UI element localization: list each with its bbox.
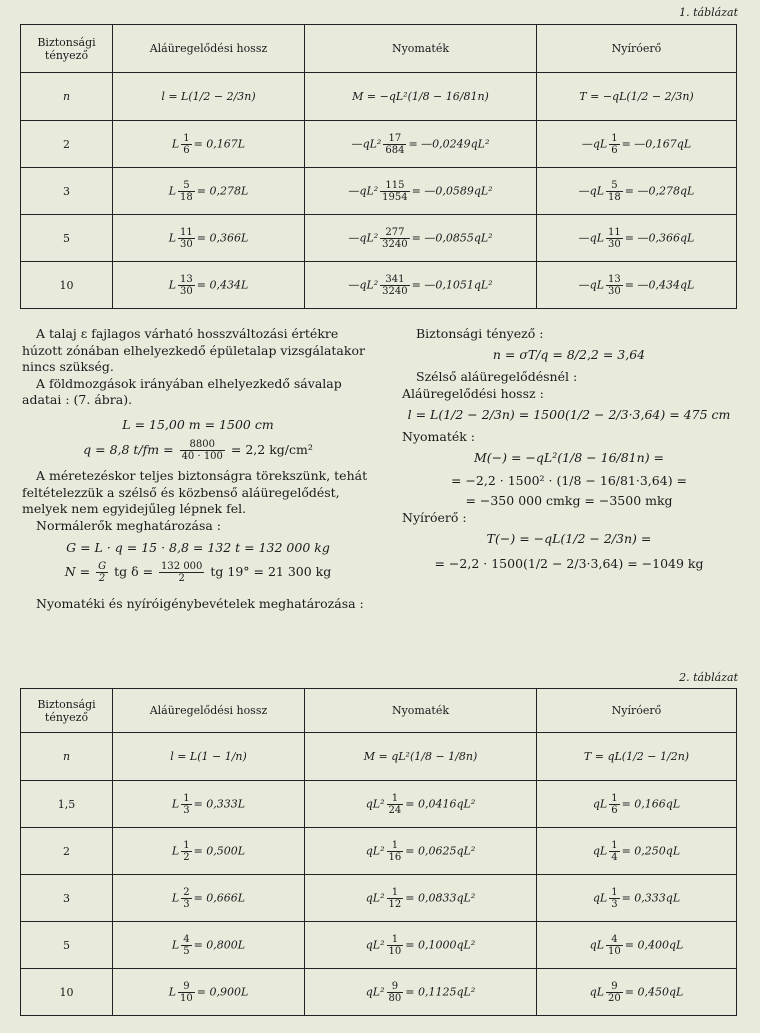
equation-n: n = σT/q = 8/2,2 = 3,64: [492, 346, 646, 362]
cell-moment: [305, 262, 537, 309]
fraction-part: 5: [606, 180, 623, 192]
math-text: qL²: [365, 844, 385, 857]
cell-length: [113, 121, 305, 168]
table-row: [21, 262, 737, 309]
equation-M3: = −350 000 cmkg = −3500 mkg: [465, 493, 673, 508]
cell-n: 2: [21, 828, 113, 875]
cell-shear: [537, 262, 737, 309]
eq-N-mid: tg δ =: [114, 563, 154, 579]
fraction-part: 80: [388, 992, 402, 1004]
equation-N: [22, 561, 374, 584]
math-text: = —0,366qL: [624, 231, 695, 244]
math-text: —qL²: [348, 231, 379, 244]
math-text: L: [171, 797, 180, 810]
fraction-part: 13: [180, 273, 193, 285]
eq-q-den: 40 · 100: [181, 451, 223, 462]
math-text: = 0,0416qL²: [405, 797, 476, 810]
math-text: qL: [589, 938, 605, 951]
math-text: L: [171, 938, 180, 951]
eq-q-left: q = 8,8 t/fm =: [83, 442, 174, 457]
math-text: = —0,0855qL²: [411, 231, 493, 244]
fraction-part: [178, 981, 195, 1004]
eq-N-fraction: [159, 561, 204, 584]
math-text: = 0,1000qL²: [405, 938, 476, 951]
fraction-part: [380, 227, 409, 250]
cell-shear: [537, 875, 737, 922]
math-text: = 0,333L: [193, 797, 246, 810]
fraction-part: 9: [387, 981, 404, 993]
cell-n: 5: [21, 922, 113, 969]
heading-edge-cavity: Szélső aláüregelődésnél :: [416, 369, 578, 384]
fraction-part: 13: [608, 273, 621, 285]
fraction-part: [609, 793, 619, 816]
fraction-part: 10: [388, 945, 402, 957]
table2-header-safety-factor: Biztonsági tényező: [21, 689, 113, 733]
fraction-part: 1: [611, 132, 618, 144]
table2-header-moment: Nyomaték: [305, 689, 537, 733]
fraction-part: [606, 227, 623, 250]
math-text: —qL: [578, 184, 605, 197]
math-text: = 0,0833qL²: [405, 891, 476, 904]
fraction-part: 12: [388, 898, 402, 910]
fraction-part: 277: [380, 227, 409, 239]
math-text: = —0,278qL: [624, 184, 695, 197]
fraction-part: [181, 793, 191, 816]
fraction-part: 6: [611, 144, 618, 156]
table2-header-shear: Nyíróerő: [537, 689, 737, 733]
table2-formula-shear: T = qL(1/2 − 1/2n): [537, 733, 737, 781]
math-text: = 0,900L: [196, 985, 249, 998]
math-text: = —0,434qL: [624, 278, 695, 291]
eq-N-fraction-G: [96, 561, 108, 584]
equation-T1: T(−) = −qL(1/2 − 2/3n) =: [486, 531, 652, 546]
fraction-part: 2: [183, 886, 190, 898]
fraction-part: 1: [387, 934, 404, 946]
heading-moment: Nyomaték :: [402, 428, 476, 444]
fraction-part: 30: [180, 238, 193, 250]
fraction-part: 24: [388, 804, 402, 816]
math-text: = 0,250qL: [621, 844, 681, 857]
fraction-part: 1: [611, 886, 618, 898]
fraction-part: 3: [183, 898, 190, 910]
fraction-part: 11: [608, 226, 621, 238]
math-text: = 0,450qL: [624, 985, 684, 998]
eq-q-right: = 2,2 kg/cm²: [230, 442, 313, 457]
table1-header-safety-factor: Biztonsági tényező: [21, 25, 113, 73]
cell-length: [113, 922, 305, 969]
math-text: = 0,400qL: [624, 938, 684, 951]
fraction-part: [181, 840, 191, 863]
table2-caption: 2. táblázat: [679, 671, 738, 684]
eq-q-fraction: [180, 439, 225, 462]
math-text: qL²: [365, 938, 385, 951]
table2-formula-moment: M = qL²(1/8 − 1/8n): [305, 733, 537, 781]
cell-moment: [305, 168, 537, 215]
cell-n: 1,5: [21, 781, 113, 828]
fraction-part: 1: [183, 132, 190, 144]
cell-moment: [305, 215, 537, 262]
fraction-part: 10: [180, 992, 193, 1004]
math-text: = —0,167qL: [621, 137, 692, 150]
fraction-part: [181, 887, 191, 910]
eq-N-num: 132 000: [161, 560, 203, 572]
fraction-part: [181, 934, 191, 957]
fraction-part: [609, 887, 619, 910]
math-text: —qL²: [348, 278, 379, 291]
fraction-part: 1954: [382, 191, 408, 203]
math-text: qL²: [365, 891, 385, 904]
cell-moment: [305, 875, 537, 922]
fraction-part: 18: [608, 191, 621, 203]
fraction-part: 5: [178, 180, 195, 192]
cell-n: 3: [21, 875, 113, 922]
math-text: L: [171, 137, 180, 150]
paragraph-1: A talaj ε fajlagos várható hosszváltozási értékre húzott zónában elhelyezkedő épületalap vizsgálatakor nincs szükség.: [22, 326, 365, 374]
table1-formula-n: n: [21, 73, 113, 121]
fraction-part: 3240: [382, 285, 408, 297]
fraction-part: [606, 981, 623, 1004]
fraction-part: 6: [183, 144, 190, 156]
table1-header-moment: Nyomaték: [305, 25, 537, 73]
math-text: L: [168, 184, 177, 197]
fraction-part: [178, 227, 195, 250]
math-text: qL: [592, 844, 608, 857]
eq-N-G-num: G: [98, 560, 107, 572]
fraction-part: [387, 981, 404, 1004]
fraction-part: 2: [183, 851, 190, 863]
math-text: = 0,333qL: [621, 891, 681, 904]
fraction-part: [178, 274, 195, 297]
equation-G: G = L · q = 15 · 8,8 = 132 t = 132 000 kg: [66, 540, 330, 555]
fraction-part: 4: [606, 934, 623, 946]
math-text: L: [168, 231, 177, 244]
fraction-part: 684: [385, 144, 405, 156]
fraction-part: [387, 887, 404, 910]
cell-length: [113, 262, 305, 309]
paragraph-2: A földmozgások irányában elhelyezkedő sávalap adatai : (7. ábra).: [22, 375, 342, 407]
cell-shear: [537, 969, 737, 1016]
eq-N-left: N =: [64, 563, 91, 579]
heading-safety-factor: Biztonsági tényező :: [416, 326, 544, 341]
table-row: [21, 875, 737, 922]
math-text: —qL: [578, 231, 605, 244]
table2: [20, 688, 737, 1016]
math-text: = —0,0249qL²: [408, 137, 490, 150]
right-column: [402, 326, 736, 572]
fraction-part: [380, 180, 409, 203]
heading-shear: Nyíróerő :: [402, 509, 467, 525]
math-text: —qL: [581, 137, 608, 150]
paragraph-4: Normálerők meghatározása :: [36, 517, 222, 533]
math-text: —qL²: [348, 184, 379, 197]
table-row: [21, 828, 737, 875]
math-text: = 0,278L: [196, 184, 249, 197]
math-text: = 0,434L: [196, 278, 249, 291]
table-row: [21, 215, 737, 262]
math-text: —qL: [578, 278, 605, 291]
fraction-part: 9: [606, 981, 623, 993]
fraction-part: 1: [183, 792, 190, 804]
fraction-part: 3: [611, 898, 618, 910]
math-text: L: [168, 985, 177, 998]
math-text: = 0,500L: [193, 844, 246, 857]
cell-shear: [537, 121, 737, 168]
cell-moment: [305, 969, 537, 1016]
fraction-part: [606, 180, 623, 203]
fraction-part: [178, 180, 195, 203]
eq-N-right: tg 19° = 21 300 kg: [210, 563, 332, 579]
math-text: = 0,800L: [193, 938, 246, 951]
cell-moment: [305, 781, 537, 828]
math-text: qL²: [365, 797, 385, 810]
equation-T2: = −2,2 · 1500(1/2 − 2/3·3,64) = −1049 kg: [434, 555, 704, 571]
heading-length: Aláüregelődési hossz :: [402, 385, 544, 401]
equation-M2: = −2,2 · 1500² · (1/8 − 16/81·3,64) =: [450, 472, 688, 488]
table1-header-length: Aláüregelődési hossz: [113, 25, 305, 73]
fraction-part: 1: [611, 792, 618, 804]
table-row: [21, 781, 737, 828]
fraction-part: [181, 133, 191, 156]
math-text: qL: [589, 985, 605, 998]
table1-header-shear: Nyíróerő: [537, 25, 737, 73]
fraction-part: 4: [611, 851, 618, 863]
fraction-part: 11: [180, 226, 193, 238]
fraction-part: 3: [183, 804, 190, 816]
cell-n: 5: [21, 215, 113, 262]
eq-N-den: 2: [178, 572, 185, 584]
cell-length: [113, 215, 305, 262]
fraction-part: 30: [608, 238, 621, 250]
fraction-part: 30: [608, 285, 621, 297]
math-text: qL: [592, 797, 608, 810]
math-text: = 0,167L: [193, 137, 246, 150]
cell-n: 2: [21, 121, 113, 168]
fraction-part: [383, 133, 406, 156]
equation-l: l = L(1/2 − 2/3n) = 1500(1/2 − 2/3·3,64) = 475 cm: [407, 407, 731, 422]
eq-N-G-den: 2: [98, 572, 106, 584]
math-text: = —0,1051qL²: [411, 278, 493, 291]
fraction-part: [387, 793, 404, 816]
math-text: L: [171, 891, 180, 904]
fraction-part: [609, 133, 619, 156]
math-text: = 0,166qL: [621, 797, 681, 810]
fraction-part: 9: [178, 981, 195, 993]
fraction-part: 115: [380, 180, 409, 192]
math-text: = 0,666L: [193, 891, 246, 904]
fraction-part: 5: [183, 945, 190, 957]
fraction-part: 1: [387, 840, 404, 852]
paragraph-3: A méretezéskor teljes biztonságra törekszünk, tehát feltételezzük a szélső és közbenső aláüregelődést, melyek nem egyidejűleg lépnek fel.: [22, 468, 368, 516]
math-text: = 0,0625qL²: [405, 844, 476, 857]
cell-n: 3: [21, 168, 113, 215]
math-text: L: [171, 844, 180, 857]
equation-M1: M(−) = −qL²(1/8 − 16/81n) =: [473, 450, 665, 465]
fraction-part: 1: [611, 839, 618, 851]
table-row: [21, 969, 737, 1016]
math-text: L: [168, 278, 177, 291]
fraction-part: 16: [388, 851, 402, 863]
cell-moment: [305, 922, 537, 969]
cell-length: [113, 828, 305, 875]
math-text: = 0,1125qL²: [405, 985, 476, 998]
equation-L: L = 15,00 m = 1500 cm: [122, 416, 274, 432]
cell-shear: [537, 781, 737, 828]
cell-length: [113, 969, 305, 1016]
cell-shear: [537, 215, 737, 262]
fraction-part: 20: [608, 992, 621, 1004]
table1-caption: 1. táblázat: [679, 6, 738, 19]
fraction-part: 1: [183, 839, 190, 851]
table1-formula-shear: T = −qL(1/2 − 2/3n): [537, 73, 737, 121]
fraction-part: 10: [608, 945, 621, 957]
fraction-part: 6: [611, 804, 618, 816]
table2-header-length: Aláüregelődési hossz: [113, 689, 305, 733]
table1-formula-moment: M = −qL²(1/8 − 16/81n): [305, 73, 537, 121]
cell-n: 10: [21, 262, 113, 309]
table1: [20, 24, 737, 309]
cell-shear: [537, 922, 737, 969]
left-column: [22, 326, 374, 612]
math-text: —qL²: [351, 137, 382, 150]
cell-length: [113, 168, 305, 215]
fraction-part: [606, 934, 623, 957]
fraction-part: 1: [387, 793, 404, 805]
table-row: [21, 121, 737, 168]
fraction-part: 4: [183, 933, 190, 945]
fraction-part: [387, 840, 404, 863]
table-row: [21, 168, 737, 215]
math-text: = —0,0589qL²: [411, 184, 493, 197]
table1-formula-length: l = L(1/2 − 2/3n): [113, 73, 305, 121]
math-text: qL²: [365, 985, 385, 998]
fraction-part: 18: [180, 191, 193, 203]
fraction-part: 341: [380, 274, 409, 286]
eq-q-num: 8800: [180, 439, 225, 451]
fraction-part: 17: [383, 133, 406, 145]
cell-moment: [305, 121, 537, 168]
cell-moment: [305, 828, 537, 875]
fraction-part: [387, 934, 404, 957]
math-text: qL: [592, 891, 608, 904]
fraction-part: [380, 274, 409, 297]
paragraph-5: Nyomatéki és nyíróigénybevételek meghatározása :: [36, 595, 364, 611]
fraction-part: [609, 840, 619, 863]
table2-formula-n: n: [21, 733, 113, 781]
equation-q: [22, 439, 374, 462]
fraction-part: 30: [180, 285, 193, 297]
math-text: = 0,366L: [196, 231, 249, 244]
fraction-part: 3240: [382, 238, 408, 250]
table2-formula-length: l = L(1 − 1/n): [113, 733, 305, 781]
cell-n: 10: [21, 969, 113, 1016]
fraction-part: 1: [387, 887, 404, 899]
cell-shear: [537, 828, 737, 875]
cell-shear: [537, 168, 737, 215]
cell-length: [113, 781, 305, 828]
cell-length: [113, 875, 305, 922]
fraction-part: [606, 274, 623, 297]
table-row: [21, 922, 737, 969]
